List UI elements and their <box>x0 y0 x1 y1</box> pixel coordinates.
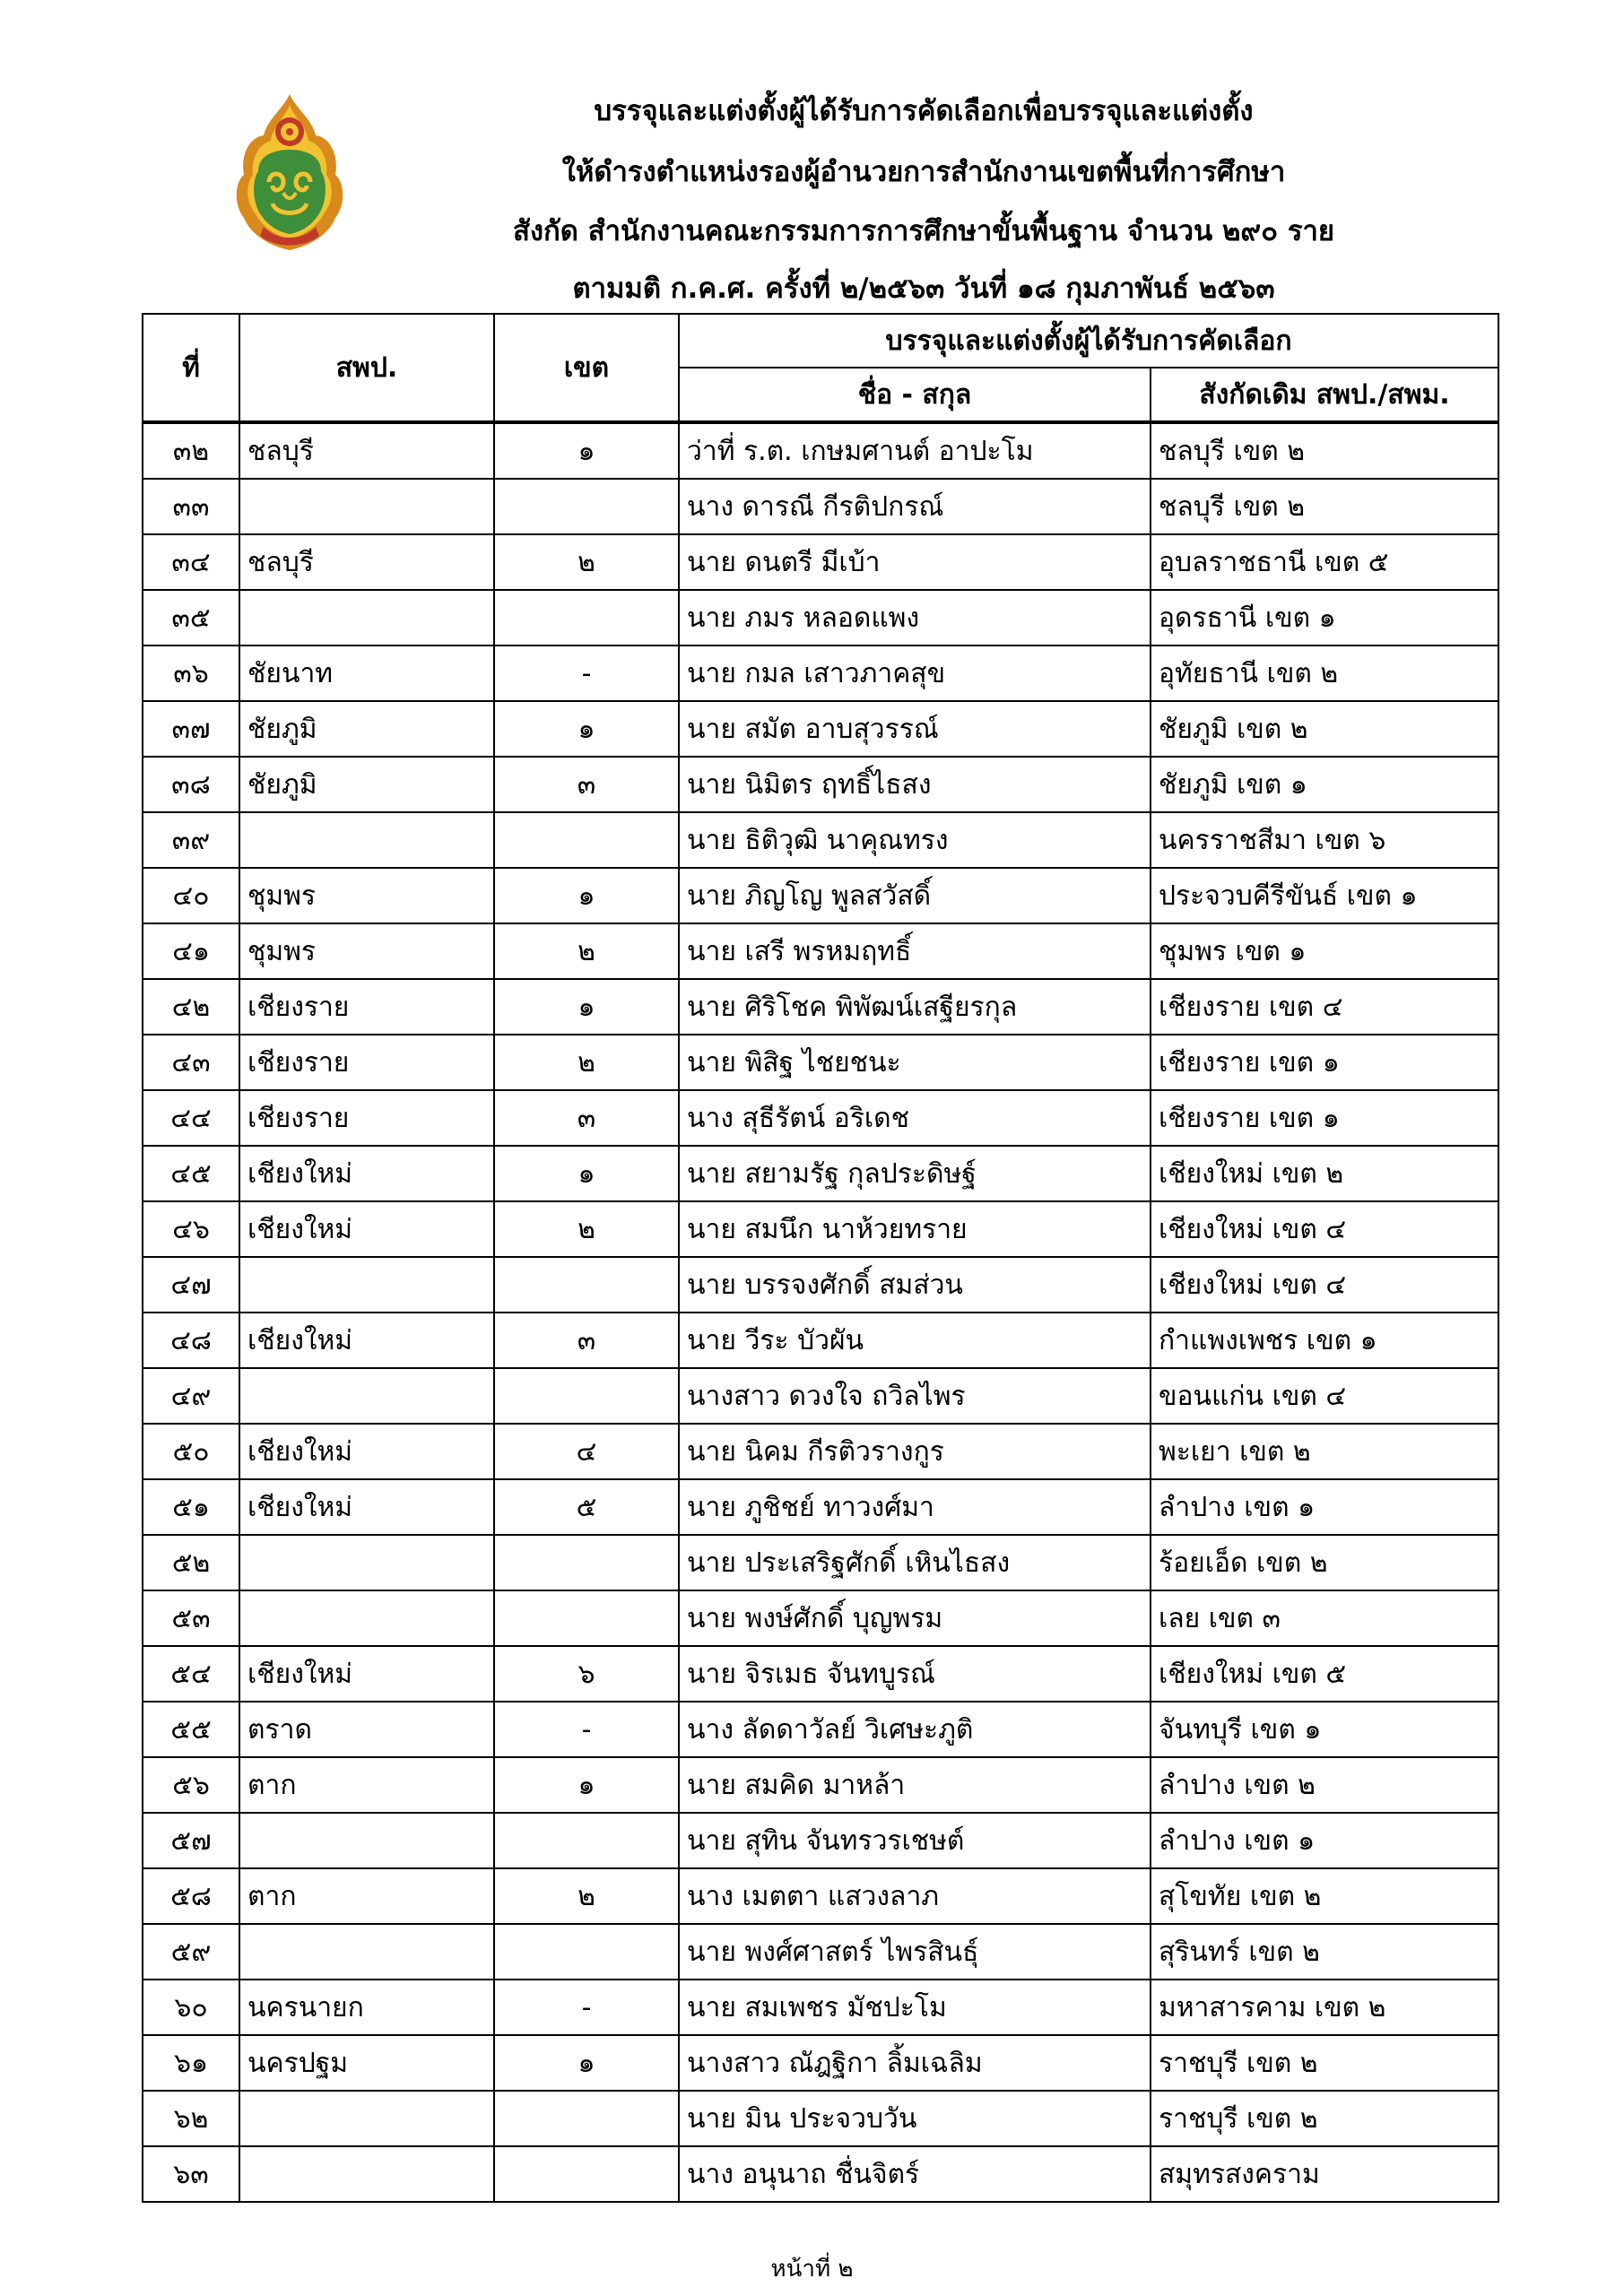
cell-zone: ๒ <box>494 1035 679 1090</box>
cell-origin: เชียงใหม่ เขต ๕ <box>1151 1646 1498 1702</box>
cell-zone: ๑ <box>494 701 679 757</box>
table-row <box>143 1035 1498 1090</box>
cell-zone: ๔ <box>494 1424 679 1479</box>
table-row <box>143 1646 1498 1702</box>
table-row <box>143 1980 1498 2035</box>
cell-no: ๕๘ <box>143 1868 239 1924</box>
cell-no: ๓๘ <box>143 757 239 812</box>
cell-zone <box>494 1813 679 1868</box>
cell-no: ๔๙ <box>143 1368 239 1424</box>
cell-name: นาย นิมิตร ฤทธิ์ไธสง <box>679 757 1151 812</box>
cell-no: ๔๐ <box>143 868 239 923</box>
cell-no: ๖๓ <box>143 2146 239 2202</box>
cell-origin: เชียงใหม่ เขต ๒ <box>1151 1146 1498 1201</box>
cell-no: ๔๕ <box>143 1146 239 1201</box>
header-origin: สังกัดเดิม สพป./สพม. <box>1151 368 1498 422</box>
cell-province: เชียงใหม่ <box>239 1424 494 1479</box>
table-row <box>143 1146 1498 1201</box>
cell-origin: อุบลราชธานี เขต ๕ <box>1151 534 1498 590</box>
cell-name: นาย พิสิฐ ไชยชนะ <box>679 1035 1151 1090</box>
cell-zone: ๓ <box>494 1313 679 1368</box>
cell-no: ๓๖ <box>143 645 239 701</box>
cell-no: ๔๓ <box>143 1035 239 1090</box>
cell-name: นาย ภมร หลอดแพง <box>679 590 1151 645</box>
cell-province: ชัยภูมิ <box>239 701 494 757</box>
cell-zone <box>494 1590 679 1646</box>
cell-origin: เชียงราย เขต ๔ <box>1151 979 1498 1035</box>
cell-origin: จันทบุรี เขต ๑ <box>1151 1702 1498 1757</box>
cell-origin: สมุทรสงคราม <box>1151 2146 1498 2202</box>
cell-name: นาย บรรจงศักดิ์ สมส่วน <box>679 1257 1151 1313</box>
cell-name: นาย สยามรัฐ กุลประดิษฐ์ <box>679 1146 1151 1201</box>
cell-origin: ชัยภูมิ เขต ๒ <box>1151 701 1498 757</box>
cell-no: ๔๗ <box>143 1257 239 1313</box>
cell-name: นาง ดารณี กีรติปกรณ์ <box>679 479 1151 534</box>
cell-name: นาง สุธีรัตน์ อริเดช <box>679 1090 1151 1146</box>
cell-name: นาย ภิญโญ พูลสวัสดิ์ <box>679 868 1151 923</box>
cell-origin: เชียงใหม่ เขต ๔ <box>1151 1257 1498 1313</box>
cell-no: ๕๑ <box>143 1479 239 1535</box>
cell-name: นาย ดนตรี มีเบ้า <box>679 534 1151 590</box>
cell-province: เชียงราย <box>239 1090 494 1146</box>
cell-zone <box>494 479 679 534</box>
cell-province <box>239 1813 494 1868</box>
cell-no: ๕๔ <box>143 1646 239 1702</box>
cell-name: นาย พงศ์ศาสตร์ ไพรสินธุ์ <box>679 1924 1151 1980</box>
cell-no: ๓๕ <box>143 590 239 645</box>
cell-zone <box>494 590 679 645</box>
cell-zone <box>494 1924 679 1980</box>
title-line-3: สังกัด สำนักงานคณะกรรมการการศึกษาขั้นพื้นฐาน จำนวน ๒๙๐ ราย <box>512 215 1335 247</box>
cell-zone: - <box>494 1702 679 1757</box>
cell-origin: ขอนแก่น เขต ๔ <box>1151 1368 1498 1424</box>
cell-province: เชียงราย <box>239 1035 494 1090</box>
table-row <box>143 479 1498 534</box>
cell-zone <box>494 1368 679 1424</box>
obec-emblem-icon <box>231 92 348 252</box>
cell-name: นาง ลัดดาวัลย์ วิเศษะภูติ <box>679 1702 1151 1757</box>
cell-zone: - <box>494 645 679 701</box>
cell-no: ๔๘ <box>143 1313 239 1368</box>
cell-origin: สุรินทร์ เขต ๒ <box>1151 1924 1498 1980</box>
cell-province: เชียงใหม่ <box>239 1646 494 1702</box>
table-row <box>143 645 1498 701</box>
appointment-table <box>142 313 1499 2203</box>
cell-zone: ๑ <box>494 422 679 479</box>
cell-origin: ลำปาง เขต ๑ <box>1151 1813 1498 1868</box>
table-row <box>143 923 1498 979</box>
cell-zone: - <box>494 1980 679 2035</box>
cell-no: ๔๔ <box>143 1090 239 1146</box>
title-line-4: ตามมติ ก.ค.ศ. ครั้งที่ ๒/๒๕๖๓ วันที่ ๑๘ กุมภาพันธ์ ๒๕๖๓ <box>572 273 1275 305</box>
cell-province: ตาก <box>239 1868 494 1924</box>
cell-name: นาย สมัต อาบสุวรรณ์ <box>679 701 1151 757</box>
page-number: หน้าที่ ๒ <box>770 2256 854 2283</box>
cell-zone: ๑ <box>494 979 679 1035</box>
title-line-2: ให้ดำรงตำแหน่งรองผู้อำนวยการสำนักงานเขตพื้นที่การศึกษา <box>561 156 1286 188</box>
table-row <box>143 1257 1498 1313</box>
table-row <box>143 590 1498 645</box>
cell-no: ๓๔ <box>143 534 239 590</box>
cell-zone: ๑ <box>494 1146 679 1201</box>
table-row <box>143 1090 1498 1146</box>
cell-name: นาย ธิติวุฒิ นาคุณทรง <box>679 812 1151 868</box>
cell-province <box>239 590 494 645</box>
cell-province: ตาก <box>239 1757 494 1813</box>
cell-zone <box>494 1535 679 1590</box>
cell-no: ๕๙ <box>143 1924 239 1980</box>
cell-name: นางสาว ณัฎฐิกา ลิ้มเฉลิม <box>679 2035 1151 2091</box>
cell-province: ชลบุรี <box>239 534 494 590</box>
cell-origin: เชียงราย เขต ๑ <box>1151 1090 1498 1146</box>
cell-zone <box>494 2091 679 2146</box>
cell-name: ว่าที่ ร.ต. เกษมศานต์ อาปะโม <box>679 422 1151 479</box>
cell-name: นาย สมนึก นาห้วยทราย <box>679 1201 1151 1257</box>
table-row <box>143 2035 1498 2091</box>
table-row <box>143 757 1498 812</box>
cell-name: นาย มิน ประจวบวัน <box>679 2091 1151 2146</box>
cell-province: ชัยภูมิ <box>239 757 494 812</box>
cell-province: ชุมพร <box>239 923 494 979</box>
cell-origin: นครราชสีมา เขต ๖ <box>1151 812 1498 868</box>
cell-no: ๕๒ <box>143 1535 239 1590</box>
cell-origin: ชุมพร เขต ๑ <box>1151 923 1498 979</box>
cell-origin: ลำปาง เขต ๑ <box>1151 1479 1498 1535</box>
cell-province <box>239 2091 494 2146</box>
cell-zone: ๖ <box>494 1646 679 1702</box>
cell-name: นาย พงษ์ศักดิ์ บุญพรม <box>679 1590 1151 1646</box>
cell-zone: ๒ <box>494 923 679 979</box>
header-zone: เขต <box>494 314 679 422</box>
cell-zone: ๑ <box>494 2035 679 2091</box>
cell-province: ชัยนาท <box>239 645 494 701</box>
cell-no: ๕๕ <box>143 1702 239 1757</box>
header-no: ที่ <box>143 314 239 422</box>
cell-name: นาย สุทิน จันทรวรเชษต์ <box>679 1813 1151 1868</box>
table-row <box>143 534 1498 590</box>
table-row <box>143 1702 1498 1757</box>
table-row <box>143 1590 1498 1646</box>
cell-province: เชียงใหม่ <box>239 1479 494 1535</box>
table-row <box>143 422 1498 479</box>
cell-zone <box>494 812 679 868</box>
cell-no: ๕๖ <box>143 1757 239 1813</box>
cell-province: เชียงใหม่ <box>239 1313 494 1368</box>
cell-no: ๔๖ <box>143 1201 239 1257</box>
table-row <box>143 1368 1498 1424</box>
cell-zone: ๕ <box>494 1479 679 1535</box>
cell-zone <box>494 1257 679 1313</box>
table-row <box>143 1535 1498 1590</box>
cell-zone: ๓ <box>494 757 679 812</box>
header-province: สพป. <box>239 314 494 422</box>
cell-origin: ชลบุรี เขต ๒ <box>1151 422 1498 479</box>
cell-province <box>239 1590 494 1646</box>
cell-origin: เชียงใหม่ เขต ๔ <box>1151 1201 1498 1257</box>
table-row <box>143 1201 1498 1257</box>
cell-no: ๓๗ <box>143 701 239 757</box>
cell-province <box>239 1535 494 1590</box>
cell-zone: ๒ <box>494 1201 679 1257</box>
cell-province <box>239 1257 494 1313</box>
cell-no: ๔๒ <box>143 979 239 1035</box>
cell-zone: ๑ <box>494 1757 679 1813</box>
cell-name: นาย นิคม กีรติวรางกูร <box>679 1424 1151 1479</box>
cell-province <box>239 1368 494 1424</box>
cell-no: ๔๑ <box>143 923 239 979</box>
cell-origin: เชียงราย เขต ๑ <box>1151 1035 1498 1090</box>
cell-name: นาย สมคิด มาหล้า <box>679 1757 1151 1813</box>
table-row <box>143 1924 1498 1980</box>
header-group: บรรจุและแต่งตั้งผู้ได้รับการคัดเลือก <box>679 314 1498 368</box>
cell-name: นาย กมล เสาวภาคสุข <box>679 645 1151 701</box>
table-row <box>143 1757 1498 1813</box>
cell-name: นาย จิรเมธ จันทบูรณ์ <box>679 1646 1151 1702</box>
cell-origin: มหาสารคาม เขต ๒ <box>1151 1980 1498 2035</box>
cell-no: ๖๐ <box>143 1980 239 2035</box>
table-row <box>143 812 1498 868</box>
title-line-1: บรรจุและแต่งตั้งผู้ได้รับการคัดเลือกเพื่อบรรจุและแต่งตั้ง <box>594 95 1254 127</box>
cell-province <box>239 812 494 868</box>
cell-name: นาย เสรี พรหมฤทธิ์ <box>679 923 1151 979</box>
cell-zone: ๒ <box>494 534 679 590</box>
cell-origin: กำแพงเพชร เขต ๑ <box>1151 1313 1498 1368</box>
cell-name: นาย ภูชิชย์ ทาวงศ์มา <box>679 1479 1151 1535</box>
cell-name: นาย วีระ บัวผัน <box>679 1313 1151 1368</box>
cell-zone <box>494 2146 679 2202</box>
cell-province: เชียงใหม่ <box>239 1146 494 1201</box>
table-row <box>143 2091 1498 2146</box>
table-row <box>143 2146 1498 2202</box>
cell-origin: พะเยา เขต ๒ <box>1151 1424 1498 1479</box>
cell-zone: ๒ <box>494 1868 679 1924</box>
table-row <box>143 1313 1498 1368</box>
cell-no: ๕๐ <box>143 1424 239 1479</box>
cell-no: ๖๑ <box>143 2035 239 2091</box>
table-row <box>143 1868 1498 1924</box>
cell-no: ๕๗ <box>143 1813 239 1868</box>
cell-origin: อุดรธานี เขต ๑ <box>1151 590 1498 645</box>
cell-name: นาง อนุนาถ ชื่นจิตร์ <box>679 2146 1151 2202</box>
cell-province <box>239 1924 494 1980</box>
table-row <box>143 979 1498 1035</box>
cell-origin: ลำปาง เขต ๒ <box>1151 1757 1498 1813</box>
cell-origin: สุโขทัย เขต ๒ <box>1151 1868 1498 1924</box>
cell-origin: ราชบุรี เขต ๒ <box>1151 2091 1498 2146</box>
cell-origin: ประจวบคีรีขันธ์ เขต ๑ <box>1151 868 1498 923</box>
cell-province: เชียงราย <box>239 979 494 1035</box>
cell-name: นาย ศิริโชค พิพัฒน์เสฐียรกุล <box>679 979 1151 1035</box>
table-row <box>143 1813 1498 1868</box>
cell-province: ชลบุรี <box>239 422 494 479</box>
cell-origin: ราชบุรี เขต ๒ <box>1151 2035 1498 2091</box>
cell-name: นาย สมเพชร มัชปะโม <box>679 1980 1151 2035</box>
cell-origin: อุทัยธานี เขต ๒ <box>1151 645 1498 701</box>
table-row <box>143 1479 1498 1535</box>
cell-province: ตราด <box>239 1702 494 1757</box>
cell-no: ๕๓ <box>143 1590 239 1646</box>
cell-zone: ๑ <box>494 868 679 923</box>
cell-origin: ชัยภูมิ เขต ๑ <box>1151 757 1498 812</box>
cell-province <box>239 2146 494 2202</box>
table-row <box>143 701 1498 757</box>
cell-province: ชุมพร <box>239 868 494 923</box>
cell-province: นครปฐม <box>239 2035 494 2091</box>
cell-origin: ร้อยเอ็ด เขต ๒ <box>1151 1535 1498 1590</box>
cell-province: เชียงใหม่ <box>239 1201 494 1257</box>
cell-origin: ชลบุรี เขต ๒ <box>1151 479 1498 534</box>
cell-origin: เลย เขต ๓ <box>1151 1590 1498 1646</box>
table-row <box>143 868 1498 923</box>
cell-zone: ๓ <box>494 1090 679 1146</box>
table-row <box>143 1424 1498 1479</box>
header-name: ชื่อ - สกุล <box>679 368 1151 422</box>
cell-province <box>239 479 494 534</box>
cell-name: นาง เมตตา แสวงลาภ <box>679 1868 1151 1924</box>
cell-no: ๖๒ <box>143 2091 239 2146</box>
cell-name: นาย ประเสริฐศักดิ์ เหินไธสง <box>679 1535 1151 1590</box>
cell-no: ๓๓ <box>143 479 239 534</box>
cell-no: ๓๙ <box>143 812 239 868</box>
cell-province: นครนายก <box>239 1980 494 2035</box>
cell-name: นางสาว ดวงใจ ถวิลไพร <box>679 1368 1151 1424</box>
cell-no: ๓๒ <box>143 422 239 479</box>
